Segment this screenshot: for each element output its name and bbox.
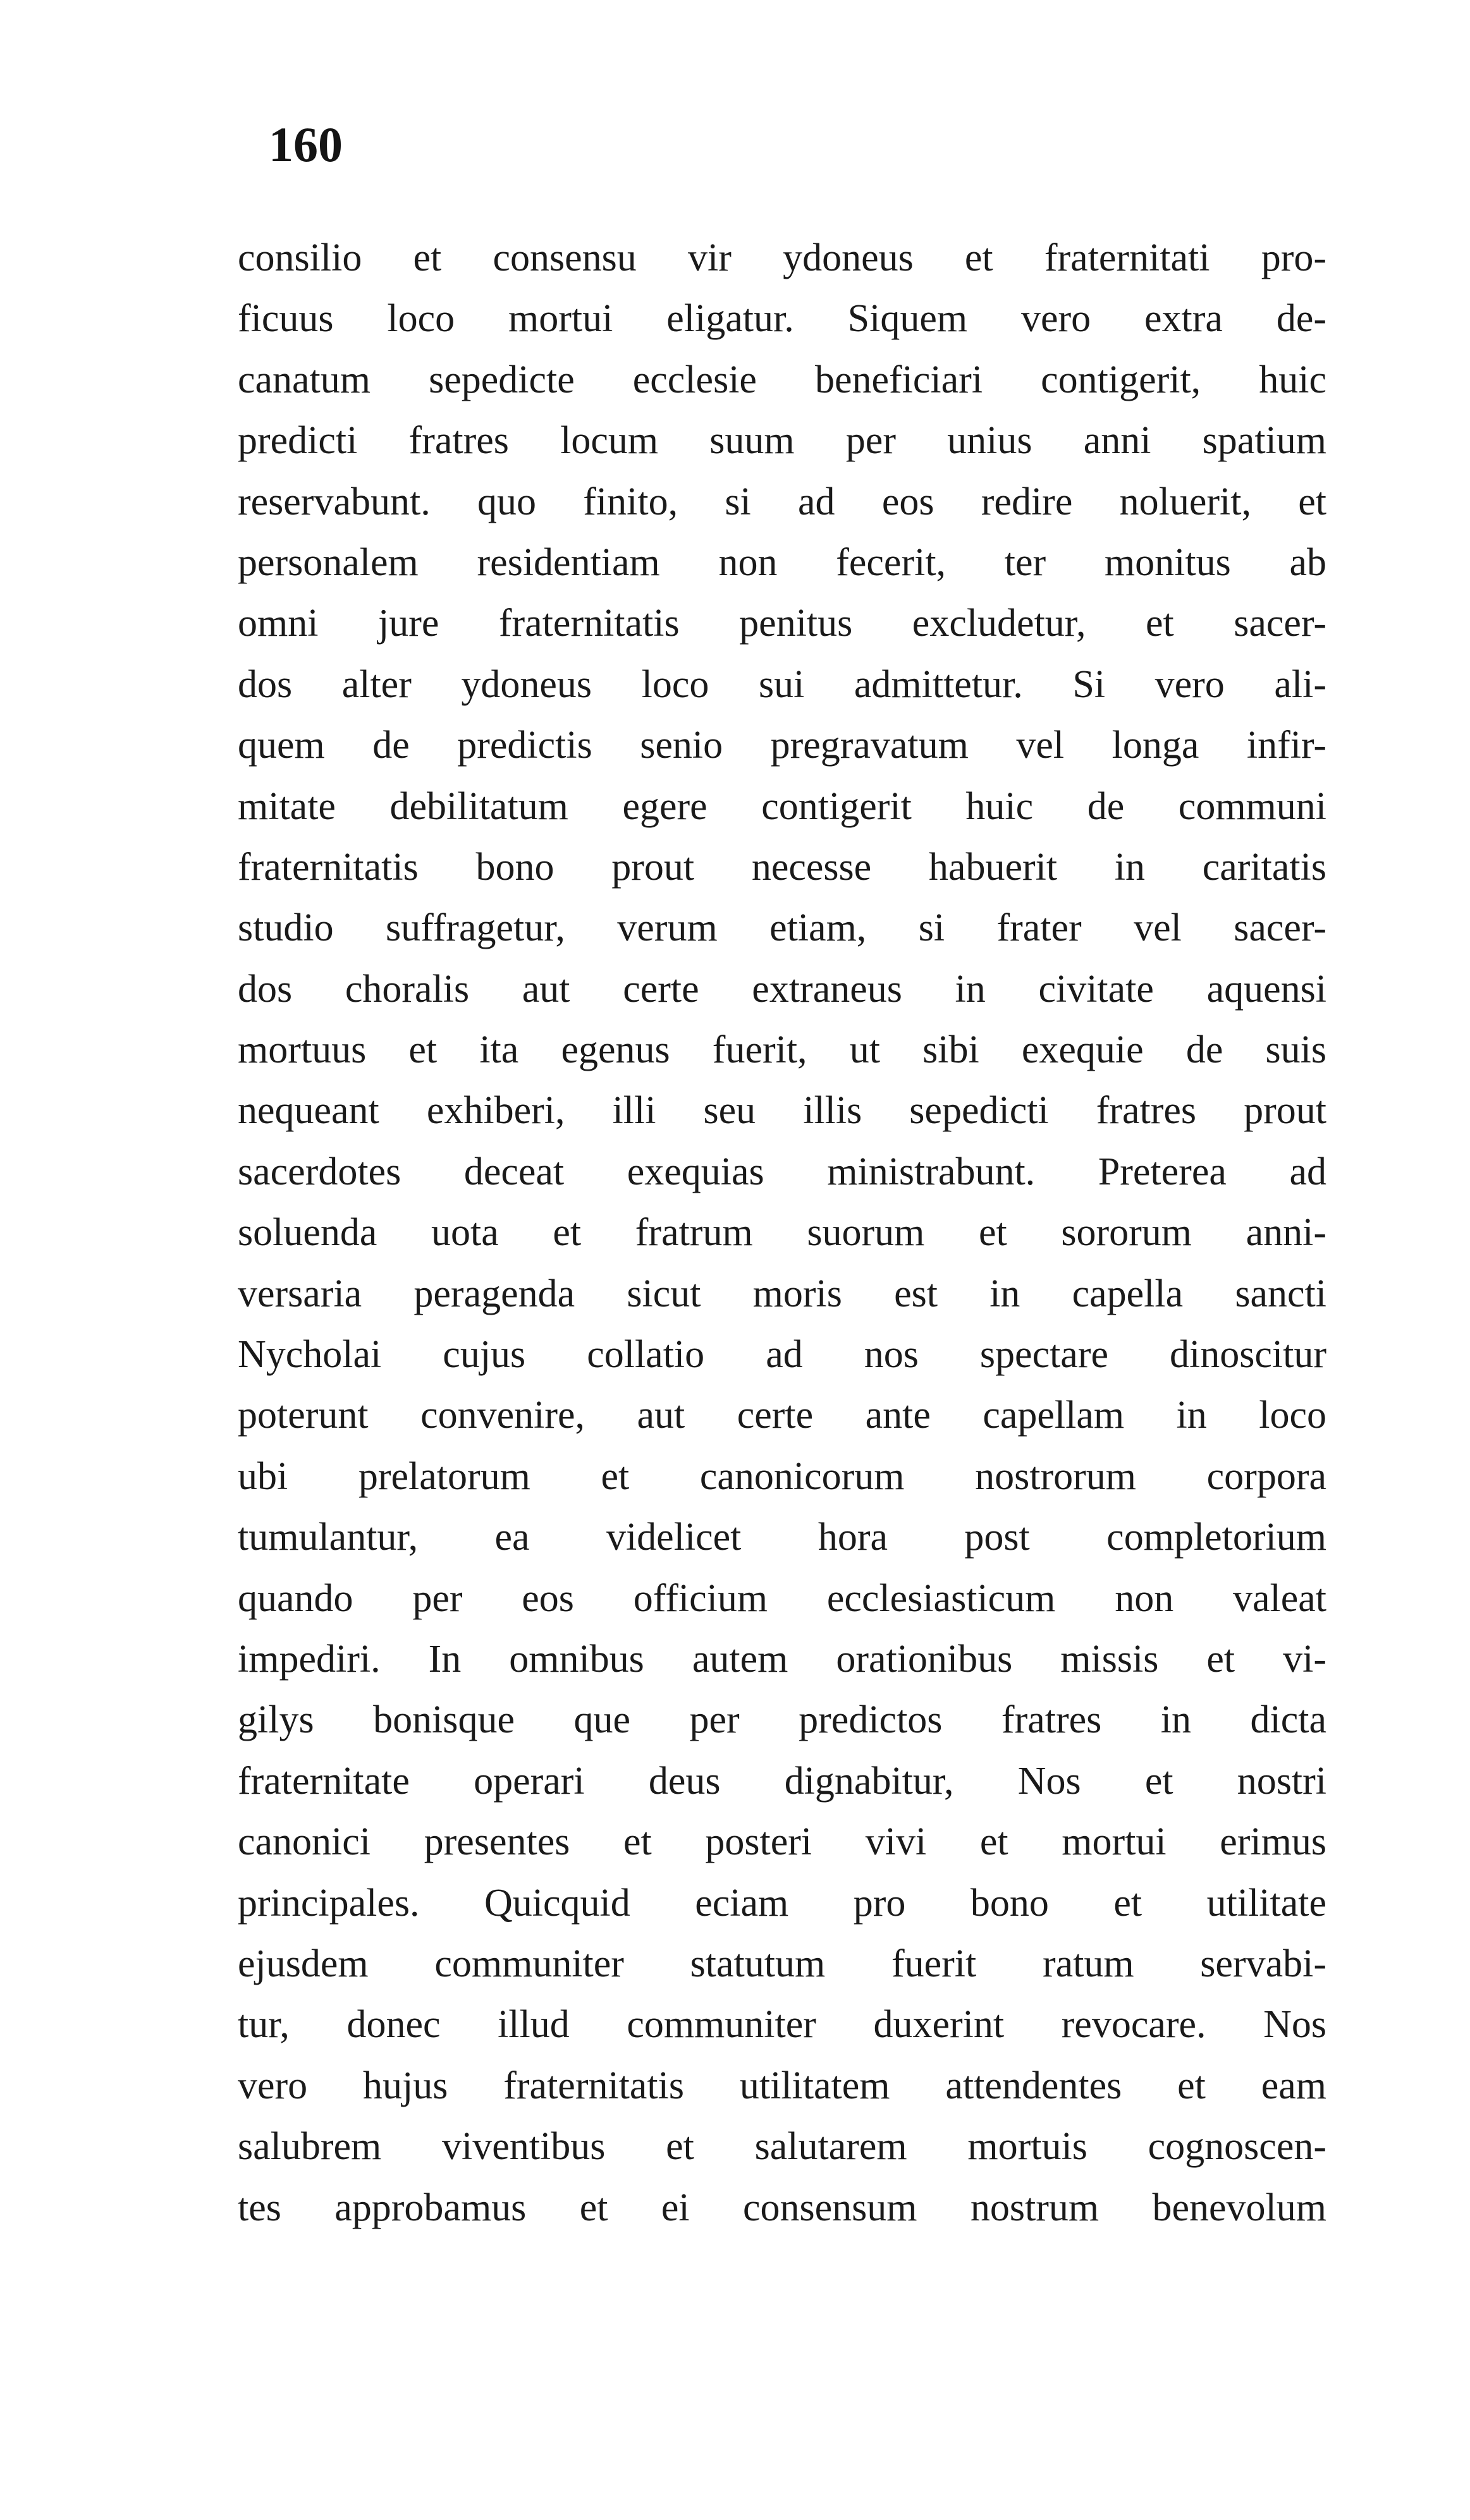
text-line: predicti fratres locum suum per unius anni spatium bbox=[238, 419, 1326, 463]
text-line: mitate debilitatum egere contigerit huic de communi bbox=[238, 784, 1326, 828]
text-line: canatum sepedicte ecclesie beneficiari contigerit, huic bbox=[238, 358, 1326, 401]
text-line: tur, donec illud communiter duxerint revocare. Nos bbox=[238, 2003, 1326, 2047]
page-number: 160 bbox=[269, 117, 343, 172]
text-line: salubrem viventibus et salutarem mortuis cognoscen- bbox=[238, 2125, 1326, 2169]
text-line: poterunt convenire, aut certe ante capellam in loco bbox=[238, 1394, 1326, 1437]
text-line: studio suffragetur, verum etiam, si frater vel sacer- bbox=[238, 906, 1326, 950]
text-line: versaria peragenda sicut moris est in capella sancti bbox=[238, 1272, 1326, 1315]
text-line: fraternitatis bono prout necesse habuerit in caritatis bbox=[238, 845, 1326, 889]
text-line: Nycholai cujus collatio ad nos spectare dinoscitur bbox=[238, 1333, 1326, 1377]
text-line: reservabunt. quo finito, si ad eos redire noluerit, et bbox=[238, 480, 1326, 523]
text-line: nequeant exhiberi, illi seu illis sepedicti fratres prout bbox=[238, 1089, 1326, 1133]
text-line: principales. Quicquid eciam pro bono et utilitate bbox=[238, 1881, 1326, 1925]
text-line: canonici presentes et posteri vivi et mortui erimus bbox=[238, 1820, 1326, 1864]
text-line: mortuus et ita egenus fuerit, ut sibi exequie de suis bbox=[238, 1028, 1326, 1072]
text-line: consilio et consensu vir ydoneus et fraternitati pro- bbox=[238, 236, 1326, 279]
text-line: quem de predictis senio pregravatum vel longa infir- bbox=[238, 724, 1326, 767]
text-line: ficuus loco mortui eligatur. Siquem vero extra de- bbox=[238, 297, 1326, 341]
text-line: dos choralis aut certe extraneus in civitate aquensi bbox=[238, 967, 1326, 1011]
text-line: vero hujus fraternitatis utilitatem attendentes et eam bbox=[238, 2064, 1326, 2107]
text-line: soluenda uota et fratrum suorum et sororum anni- bbox=[238, 1211, 1326, 1255]
text-line: tumulantur, ea videlicet hora post completorium bbox=[238, 1516, 1326, 1559]
text-line: gilys bonisque que per predictos fratres in dicta bbox=[238, 1698, 1326, 1742]
text-line: omni jure fraternitatis penitus excludetur, et sacer- bbox=[238, 602, 1326, 645]
text-line: ejusdem communiter statutum fuerit ratum servabi- bbox=[238, 1942, 1326, 1985]
text-line: impediri. In omnibus autem orationibus missis et vi- bbox=[238, 1637, 1326, 1681]
text-line: quando per eos officium ecclesiasticum non valeat bbox=[238, 1576, 1326, 1620]
text-line: tes approbamus et ei consensum nostrum benevolum bbox=[238, 2186, 1326, 2229]
text-line: sacerdotes deceat exequias ministrabunt. Preterea ad bbox=[238, 1150, 1326, 1193]
text-line: personalem residentiam non fecerit, ter monitus ab bbox=[238, 540, 1326, 584]
text-line: ubi prelatorum et canonicorum nostrorum corpora bbox=[238, 1454, 1326, 1498]
body-text bbox=[238, 228, 1326, 2238]
text-line: fraternitate operari deus dignabitur, Nos et nostri bbox=[238, 1759, 1326, 1803]
text-line: dos alter ydoneus loco sui admittetur. Si vero ali- bbox=[238, 662, 1326, 706]
